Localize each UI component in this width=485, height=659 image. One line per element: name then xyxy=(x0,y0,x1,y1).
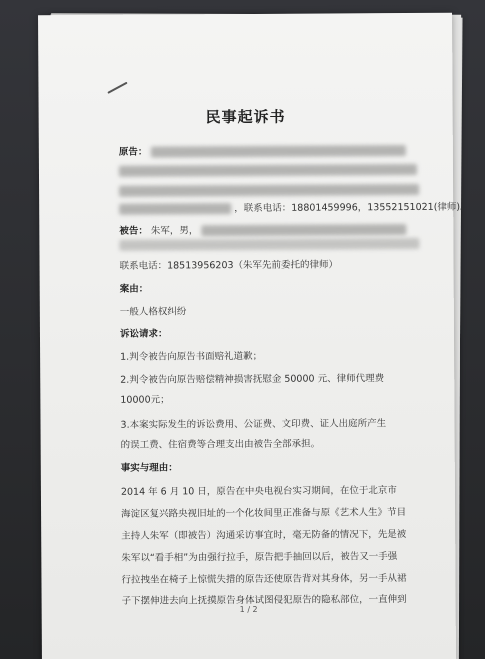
plaintiff-line-1 xyxy=(119,142,406,158)
facts-line: 主持人朱军（即被告）沟通采访事宜时，毫无防备的情况下，先是被 xyxy=(121,529,407,542)
defendant-contact: 联系电话：18513956203（朱军先前委托的律师） xyxy=(119,259,339,272)
plaintiff-line-3 xyxy=(119,184,419,197)
redacted-text xyxy=(150,145,405,158)
facts-line: 行拉拽坐在椅子上惊慌失措的原告还使原告背对其身体，另一手从裙 xyxy=(121,573,407,586)
defendant-name: 朱军，男， xyxy=(150,225,199,237)
cause-line xyxy=(120,281,149,295)
defendant-line-1 xyxy=(119,221,406,237)
claim-line: 2.判令被告向原告赔偿精神损害抚慰金 50000 元、律师代理费 xyxy=(120,373,385,386)
defendant-label: 被告： xyxy=(119,225,148,237)
document-title: 民事起诉书 xyxy=(205,107,286,127)
redacted-text xyxy=(119,164,417,177)
pen-mark xyxy=(107,82,127,94)
plaintiff-line-2 xyxy=(119,164,417,177)
facts-line: 朱军以“看手相”为由强行拉手，原告把手抽回以后，被告又一手强 xyxy=(121,551,398,564)
defendant-line-2 xyxy=(119,238,419,251)
redacted-text xyxy=(119,203,231,215)
document-page xyxy=(38,13,470,659)
plaintiff-line-4 xyxy=(119,199,470,215)
plaintiff-contact: ，联系电话：18801459996，13552151021(律师)。 xyxy=(234,201,470,215)
redacted-text xyxy=(119,184,419,197)
facts-line: 2014 年 6 月 10 日，原告在中央电视台实习期间，在位于北京市 xyxy=(120,485,397,498)
claims-label: 诉讼请求： xyxy=(119,328,168,340)
redacted-text xyxy=(119,238,419,251)
claim-line: 的误工费、住宿费等合理支出由被告全部承担。 xyxy=(120,438,321,451)
redacted-text xyxy=(201,224,406,236)
cause-label: 案由： xyxy=(119,283,149,295)
claim-line: 1.判令被告向原告书面赔礼道歉； xyxy=(120,350,263,363)
facts-line: 海淀区复兴路央视旧址的一个化妆间里正准备与原《艺术人生》节目 xyxy=(121,507,407,520)
claim-line: 10000元； xyxy=(120,394,170,406)
facts-line: 子下摆伸进去向上抚摸原告身体试图侵犯原告的隐私部位，一直伸到 xyxy=(121,594,407,607)
plaintiff-label: 原告： xyxy=(118,146,148,158)
page-number: 1 / 2 xyxy=(239,604,258,615)
claim-line: 3.本案实际发生的诉讼费用、公证费、文印费、证人出庭所产生 xyxy=(120,418,387,431)
facts-label: 事实与理由： xyxy=(120,462,178,474)
cause-value: 一般人格权纠纷 xyxy=(119,306,187,318)
